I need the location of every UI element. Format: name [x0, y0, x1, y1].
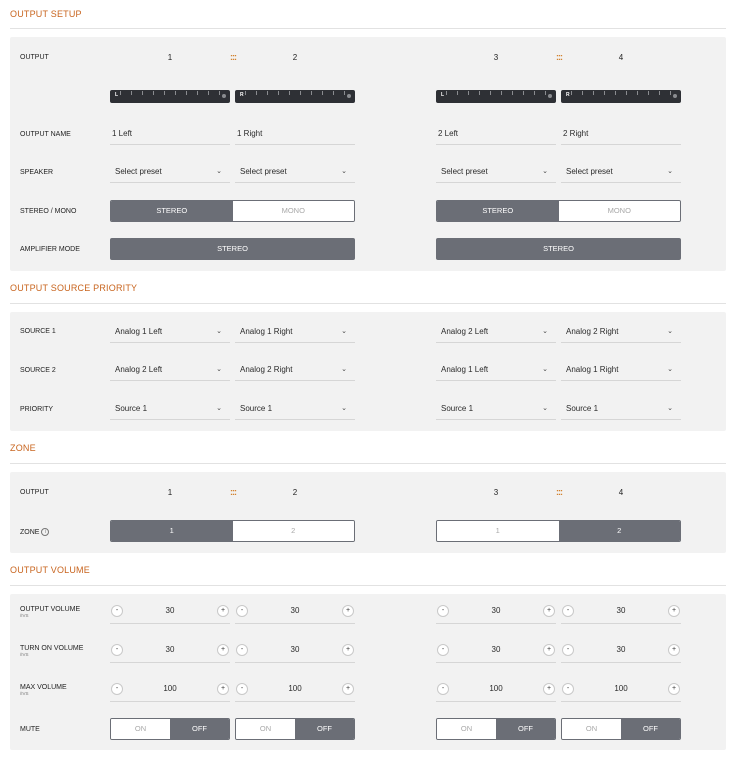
- chevron-down-icon: ⌄: [667, 168, 673, 175]
- mute-on-option[interactable]: ON: [111, 719, 170, 739]
- source-1-select-3[interactable]: Analog 2 Left ⌄: [436, 321, 556, 343]
- source-2-label: SOURCE 2: [20, 367, 56, 374]
- output-setup-panel: [10, 37, 726, 271]
- decrement-button[interactable]: -: [437, 605, 449, 617]
- section-title-output-volume: OUTPUT VOLUME: [10, 565, 90, 575]
- source-1-select-1[interactable]: Analog 1 Left ⌄: [110, 321, 230, 343]
- zone-output-number-1: 1: [167, 488, 173, 497]
- output-volume-panel: [10, 594, 726, 750]
- chevron-down-icon: ⌄: [216, 366, 222, 373]
- section-divider: [10, 28, 726, 29]
- mute-off-option[interactable]: OFF: [295, 719, 354, 739]
- decrement-button[interactable]: -: [111, 605, 123, 617]
- amplifier-mode-label: AMPLIFIER MODE: [20, 246, 80, 253]
- decrement-button[interactable]: -: [562, 683, 574, 695]
- priority-select-2[interactable]: Source 1 ⌄: [235, 398, 355, 420]
- section-title-output-source-priority: OUTPUT SOURCE PRIORITY: [10, 283, 138, 293]
- decrement-button[interactable]: -: [236, 644, 248, 656]
- output-volume-stepper-3[interactable]: - 30 +: [436, 602, 556, 624]
- mute-toggle-3[interactable]: [436, 718, 556, 740]
- source-1-select-2[interactable]: Analog 1 Right ⌄: [235, 321, 355, 343]
- increment-button[interactable]: +: [543, 683, 555, 695]
- zone-toggle-3-4[interactable]: [436, 520, 681, 542]
- increment-button[interactable]: +: [668, 605, 680, 617]
- source-2-select-3[interactable]: Analog 1 Left ⌄: [436, 359, 556, 381]
- amplifier-mode-1-2[interactable]: STEREO: [110, 238, 355, 260]
- stereo-mono-toggle-1-2[interactable]: [110, 200, 355, 222]
- mute-toggle-4[interactable]: [561, 718, 681, 740]
- mute-toggle-1[interactable]: [110, 718, 230, 740]
- source-2-select-1[interactable]: Analog 2 Left ⌄: [110, 359, 230, 381]
- chevron-down-icon: ⌄: [341, 366, 347, 373]
- stereo-mono-toggle-3-4[interactable]: [436, 200, 681, 222]
- zone-option-2[interactable]: 2: [233, 521, 355, 541]
- increment-button[interactable]: +: [543, 605, 555, 617]
- decrement-button[interactable]: -: [437, 644, 449, 656]
- speaker-select-1[interactable]: Select preset ⌄: [110, 161, 230, 183]
- decrement-button[interactable]: -: [111, 683, 123, 695]
- output-number-4: 4: [618, 53, 624, 62]
- output-name-field-2[interactable]: 1 Right: [235, 123, 355, 145]
- decrement-button[interactable]: -: [437, 683, 449, 695]
- chevron-down-icon: ⌄: [216, 328, 222, 335]
- chevron-down-icon: ⌄: [667, 405, 673, 412]
- output-volume-stepper-2[interactable]: - 30 +: [235, 602, 355, 624]
- chevron-down-icon: ⌄: [542, 366, 548, 373]
- zone-toggle-1-2[interactable]: [110, 520, 355, 542]
- mute-on-option[interactable]: ON: [437, 719, 496, 739]
- turn-on-volume-label: TURN ON VOLUME /IVS: [20, 645, 84, 657]
- chevron-down-icon: ⌄: [216, 405, 222, 412]
- section-title-output-setup: OUTPUT SETUP: [10, 9, 82, 19]
- level-meter-3: L: [436, 90, 556, 103]
- chevron-down-icon: ⌄: [667, 328, 673, 335]
- priority-select-3[interactable]: Source 1 ⌄: [436, 398, 556, 420]
- output-volume-stepper-4[interactable]: - 30 +: [561, 602, 681, 624]
- max-volume-stepper-2[interactable]: - 100 +: [235, 680, 355, 702]
- priority-label: PRIORITY: [20, 406, 54, 413]
- source-1-select-4[interactable]: Analog 2 Right ⌄: [561, 321, 681, 343]
- speaker-select-2[interactable]: Select preset ⌄: [235, 161, 355, 183]
- chevron-down-icon: ⌄: [341, 328, 347, 335]
- zone-option-1[interactable]: 1: [437, 521, 559, 541]
- priority-select-4[interactable]: Source 1 ⌄: [561, 398, 681, 420]
- chevron-down-icon: ⌄: [542, 168, 548, 175]
- increment-button[interactable]: +: [668, 683, 680, 695]
- stereo-option[interactable]: STEREO: [111, 201, 233, 221]
- speaker-select-4[interactable]: Select preset ⌄: [561, 161, 681, 183]
- mute-on-option[interactable]: ON: [236, 719, 295, 739]
- section-divider: [10, 585, 726, 586]
- mute-label: MUTE: [20, 726, 40, 733]
- max-volume-label: MAX VOLUME /IVS: [20, 684, 67, 696]
- zone-output-number-2: 2: [292, 488, 298, 497]
- turn-on-volume-stepper-2[interactable]: - 30 +: [235, 641, 355, 663]
- source-2-select-4[interactable]: Analog 1 Right ⌄: [561, 359, 681, 381]
- increment-button[interactable]: +: [217, 644, 229, 656]
- zone-output-label: OUTPUT: [20, 489, 49, 496]
- zone-panel: [10, 472, 726, 553]
- mute-off-option[interactable]: OFF: [496, 719, 555, 739]
- decrement-button[interactable]: -: [562, 605, 574, 617]
- link-icon[interactable]: :::: [556, 487, 562, 497]
- max-volume-stepper-1[interactable]: - 100 +: [110, 680, 230, 702]
- zone-label: ZONE i: [20, 528, 49, 536]
- speaker-select-3[interactable]: Select preset ⌄: [436, 161, 556, 183]
- speaker-label: SPEAKER: [20, 169, 54, 176]
- mute-off-option[interactable]: OFF: [170, 719, 229, 739]
- output-volume-label: OUTPUT VOLUME /IVS: [20, 606, 81, 618]
- output-volume-stepper-1[interactable]: - 30 +: [110, 602, 230, 624]
- source-2-select-2[interactable]: Analog 2 Right ⌄: [235, 359, 355, 381]
- stereo-option[interactable]: STEREO: [437, 201, 559, 221]
- turn-on-volume-stepper-4[interactable]: - 30 +: [561, 641, 681, 663]
- chevron-down-icon: ⌄: [216, 168, 222, 175]
- chevron-down-icon: ⌄: [542, 328, 548, 335]
- output-number-2: 2: [292, 53, 298, 62]
- mute-toggle-2[interactable]: [235, 718, 355, 740]
- zone-output-number-4: 4: [618, 488, 624, 497]
- increment-button[interactable]: +: [342, 644, 354, 656]
- max-volume-stepper-3[interactable]: - 100 +: [436, 680, 556, 702]
- output-label: OUTPUT: [20, 54, 49, 61]
- level-meter-4: R: [561, 90, 681, 103]
- chevron-down-icon: ⌄: [667, 366, 673, 373]
- section-divider: [10, 303, 726, 304]
- max-volume-stepper-4[interactable]: - 100 +: [561, 680, 681, 702]
- increment-button[interactable]: +: [217, 605, 229, 617]
- source-priority-panel: [10, 312, 726, 431]
- stereo-mono-label: STEREO / MONO: [20, 208, 77, 215]
- link-icon[interactable]: :::: [230, 487, 236, 497]
- turn-on-volume-stepper-3[interactable]: - 30 +: [436, 641, 556, 663]
- increment-button[interactable]: +: [217, 683, 229, 695]
- info-icon[interactable]: i: [41, 528, 49, 536]
- level-meter-2: R: [235, 90, 355, 103]
- increment-button[interactable]: +: [668, 644, 680, 656]
- decrement-button[interactable]: -: [236, 683, 248, 695]
- level-meter-1: L: [110, 90, 230, 103]
- link-icon[interactable]: :::: [230, 52, 236, 62]
- output-number-1: 1: [167, 53, 173, 62]
- mute-on-option[interactable]: ON: [562, 719, 621, 739]
- decrement-button[interactable]: -: [111, 644, 123, 656]
- zone-option-2[interactable]: 2: [559, 521, 681, 541]
- zone-output-number-3: 3: [493, 488, 499, 497]
- source-1-label: SOURCE 1: [20, 328, 56, 335]
- increment-button[interactable]: +: [543, 644, 555, 656]
- output-name-field-3[interactable]: 2 Left: [436, 123, 556, 145]
- zone-option-1[interactable]: 1: [111, 521, 233, 541]
- priority-select-1[interactable]: Source 1 ⌄: [110, 398, 230, 420]
- mute-off-option[interactable]: OFF: [621, 719, 680, 739]
- output-name-field-1[interactable]: 1 Left: [110, 123, 230, 145]
- chevron-down-icon: ⌄: [341, 168, 347, 175]
- amplifier-mode-3-4[interactable]: STEREO: [436, 238, 681, 260]
- output-number-3: 3: [493, 53, 499, 62]
- turn-on-volume-stepper-1[interactable]: - 30 +: [110, 641, 230, 663]
- link-icon[interactable]: :::: [556, 52, 562, 62]
- section-divider: [10, 463, 726, 464]
- decrement-button[interactable]: -: [562, 644, 574, 656]
- output-name-field-4[interactable]: 2 Right: [561, 123, 681, 145]
- chevron-down-icon: ⌄: [542, 405, 548, 412]
- mono-option[interactable]: MONO: [559, 201, 681, 221]
- increment-button[interactable]: +: [342, 683, 354, 695]
- increment-button[interactable]: +: [342, 605, 354, 617]
- decrement-button[interactable]: -: [236, 605, 248, 617]
- output-name-label: OUTPUT NAME: [20, 131, 71, 138]
- chevron-down-icon: ⌄: [341, 405, 347, 412]
- mono-option[interactable]: MONO: [233, 201, 355, 221]
- section-title-zone: ZONE: [10, 443, 36, 453]
